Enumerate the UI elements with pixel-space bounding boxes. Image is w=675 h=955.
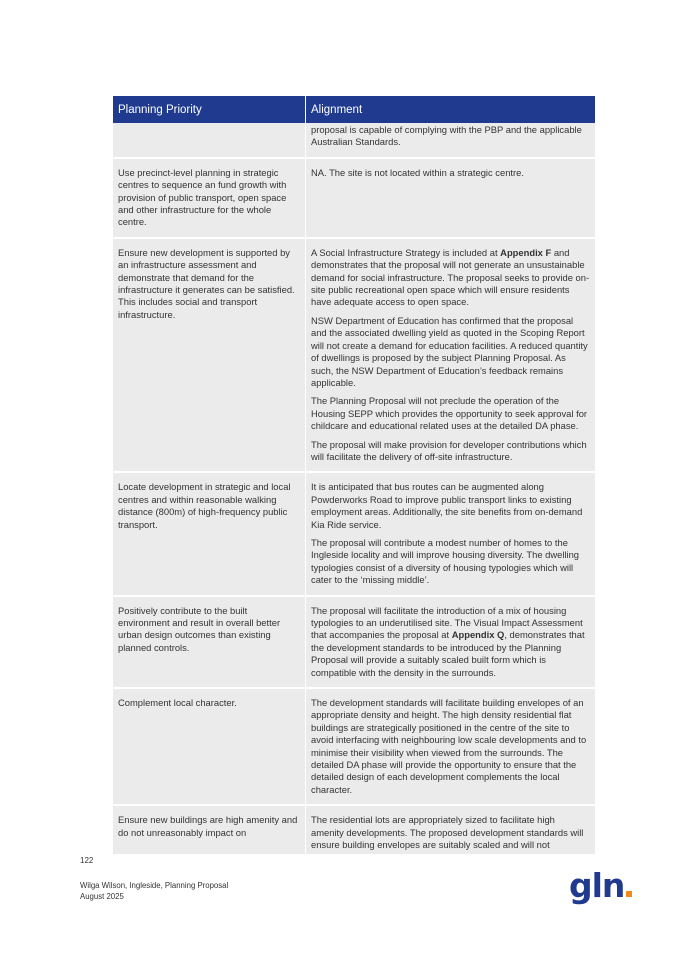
alignment-cell xyxy=(306,596,596,688)
alignment-paragraph xyxy=(311,247,590,309)
table-header-row xyxy=(113,96,595,123)
table-row xyxy=(113,805,595,853)
priority-cell: Ensure new development is supported by an infrastructure assessment and demonstrate that demand for the infrastructure it generates can be satisfied. This includes social and transport infrastructure. xyxy=(113,238,306,473)
alignment-cell xyxy=(306,805,596,853)
alignment-paragraph: The residential lots are appropriately sized to facilitate high amenity developments. The proposed development standards will ensure building envelopes are suitably scaled and will not xyxy=(311,814,584,851)
table-row xyxy=(113,158,595,238)
priority-cell: Complement local character. xyxy=(113,688,306,805)
priority-cell: Ensure new buildings are high amenity and do not unreasonably impact on xyxy=(113,805,306,853)
alignment-paragraph: NSW Department of Education has confirmed that the proposal and the associated dwelling yield as quoted in the Scoping Report will not create a demand for education facilities. A reduced quantity of dwellings is proposed by the subject Planning Proposal. As such, the NSW Department of Education’s feedback remains applicable. xyxy=(311,314,588,388)
document-date: August 2025 xyxy=(80,891,124,901)
priority-cell: Locate development in strategic and local centres and within reasonable walking distance (800m) of high-frequency public transport. xyxy=(113,472,306,595)
appendix-reference: Appendix F xyxy=(500,246,552,258)
priority-cell: Use precinct-level planning in strategic centres to sequence an fund growth with provision of public transport, open space and other infrastructure for the whole centre. xyxy=(113,158,306,238)
table-row xyxy=(113,596,595,688)
table-row xyxy=(113,238,595,473)
alignment-paragraph xyxy=(311,605,590,679)
alignment-paragraph: proposal is capable of complying with the PBP and the applicable Australian Standards. xyxy=(311,124,582,148)
logo-text: gln xyxy=(569,866,625,905)
page-number: 122 xyxy=(80,856,94,865)
column-header-alignment: Alignment xyxy=(306,96,596,123)
logo-dot xyxy=(626,891,632,897)
alignment-cell xyxy=(306,688,596,805)
alignment-text: and demonstrates that the proposal will not generate an unsustainable demand for social infrastructure. The proposal seeks to provide on-site public recreational open space which will ensure residents have adequate access to open space. xyxy=(311,246,590,308)
alignment-cell xyxy=(306,472,596,595)
table-row xyxy=(113,688,595,805)
column-header-planning-priority: Planning Priority xyxy=(113,96,306,123)
priority-cell: Positively contribute to the built environment and result in overall better urban design outcomes than existing planned controls. xyxy=(113,596,306,688)
alignment-paragraph: The Planning Proposal will not preclude the operation of the Housing SEPP which provides the opportunity to seek approval for childcare and educational related uses at the detailed DA phase. xyxy=(311,395,588,432)
table-row xyxy=(113,123,595,158)
priority-cell xyxy=(113,123,306,158)
alignment-paragraph: The development standards will facilitate building envelopes of an appropriate density and height. The high density residential flat buildings are strategically positioned in the centre of the site to avoid interfacing with neighbouring low scale developments and to minimise their visibility when viewed from the surrounds. The detailed DA phase will provide the opportunity to ensure that the detailed design of each development complements the local character. xyxy=(311,697,587,795)
alignment-text: A Social Infrastructure Strategy is included at xyxy=(311,246,501,258)
table-row xyxy=(113,472,595,595)
alignment-cell xyxy=(306,238,596,473)
alignment-paragraph: NA. The site is not located within a strategic centre. xyxy=(311,166,524,178)
alignment-cell xyxy=(306,158,596,238)
alignment-text: The proposal will facilitate the introduction of a mix of housing typologies to an underutilised site. The Visual Impact Assessment that accompanies the proposal at xyxy=(311,604,583,641)
alignment-paragraph: The proposal will make provision for developer contributions which will facilitate the delivery of off-site infrastructure. xyxy=(311,438,587,462)
gln-logo xyxy=(569,866,632,906)
footer xyxy=(80,881,228,902)
planning-priority-table xyxy=(113,96,595,854)
appendix-reference: Appendix Q xyxy=(451,629,505,641)
document-title: Wilga Wilson, Ingleside, Planning Proposal xyxy=(80,881,229,890)
alignment-paragraph: It is anticipated that bus routes can be augmented along Powderworks Road to improve public transport links to existing employment areas. Additionally, the site benefits from on-demand Kia Ride service. xyxy=(311,481,583,530)
alignment-text: , demonstrates that the development standards to be introduced by the Planning Proposal will provide a suitably scaled built form which is compatible with the density in the surrounds. xyxy=(311,629,585,678)
alignment-cell xyxy=(306,123,596,158)
alignment-paragraph: The proposal will contribute a modest number of homes to the Ingleside locality and will improve housing diversity. The dwelling typologies consist of a diversity of housing typologies which will cater to the ‘missing middle’. xyxy=(311,536,580,586)
